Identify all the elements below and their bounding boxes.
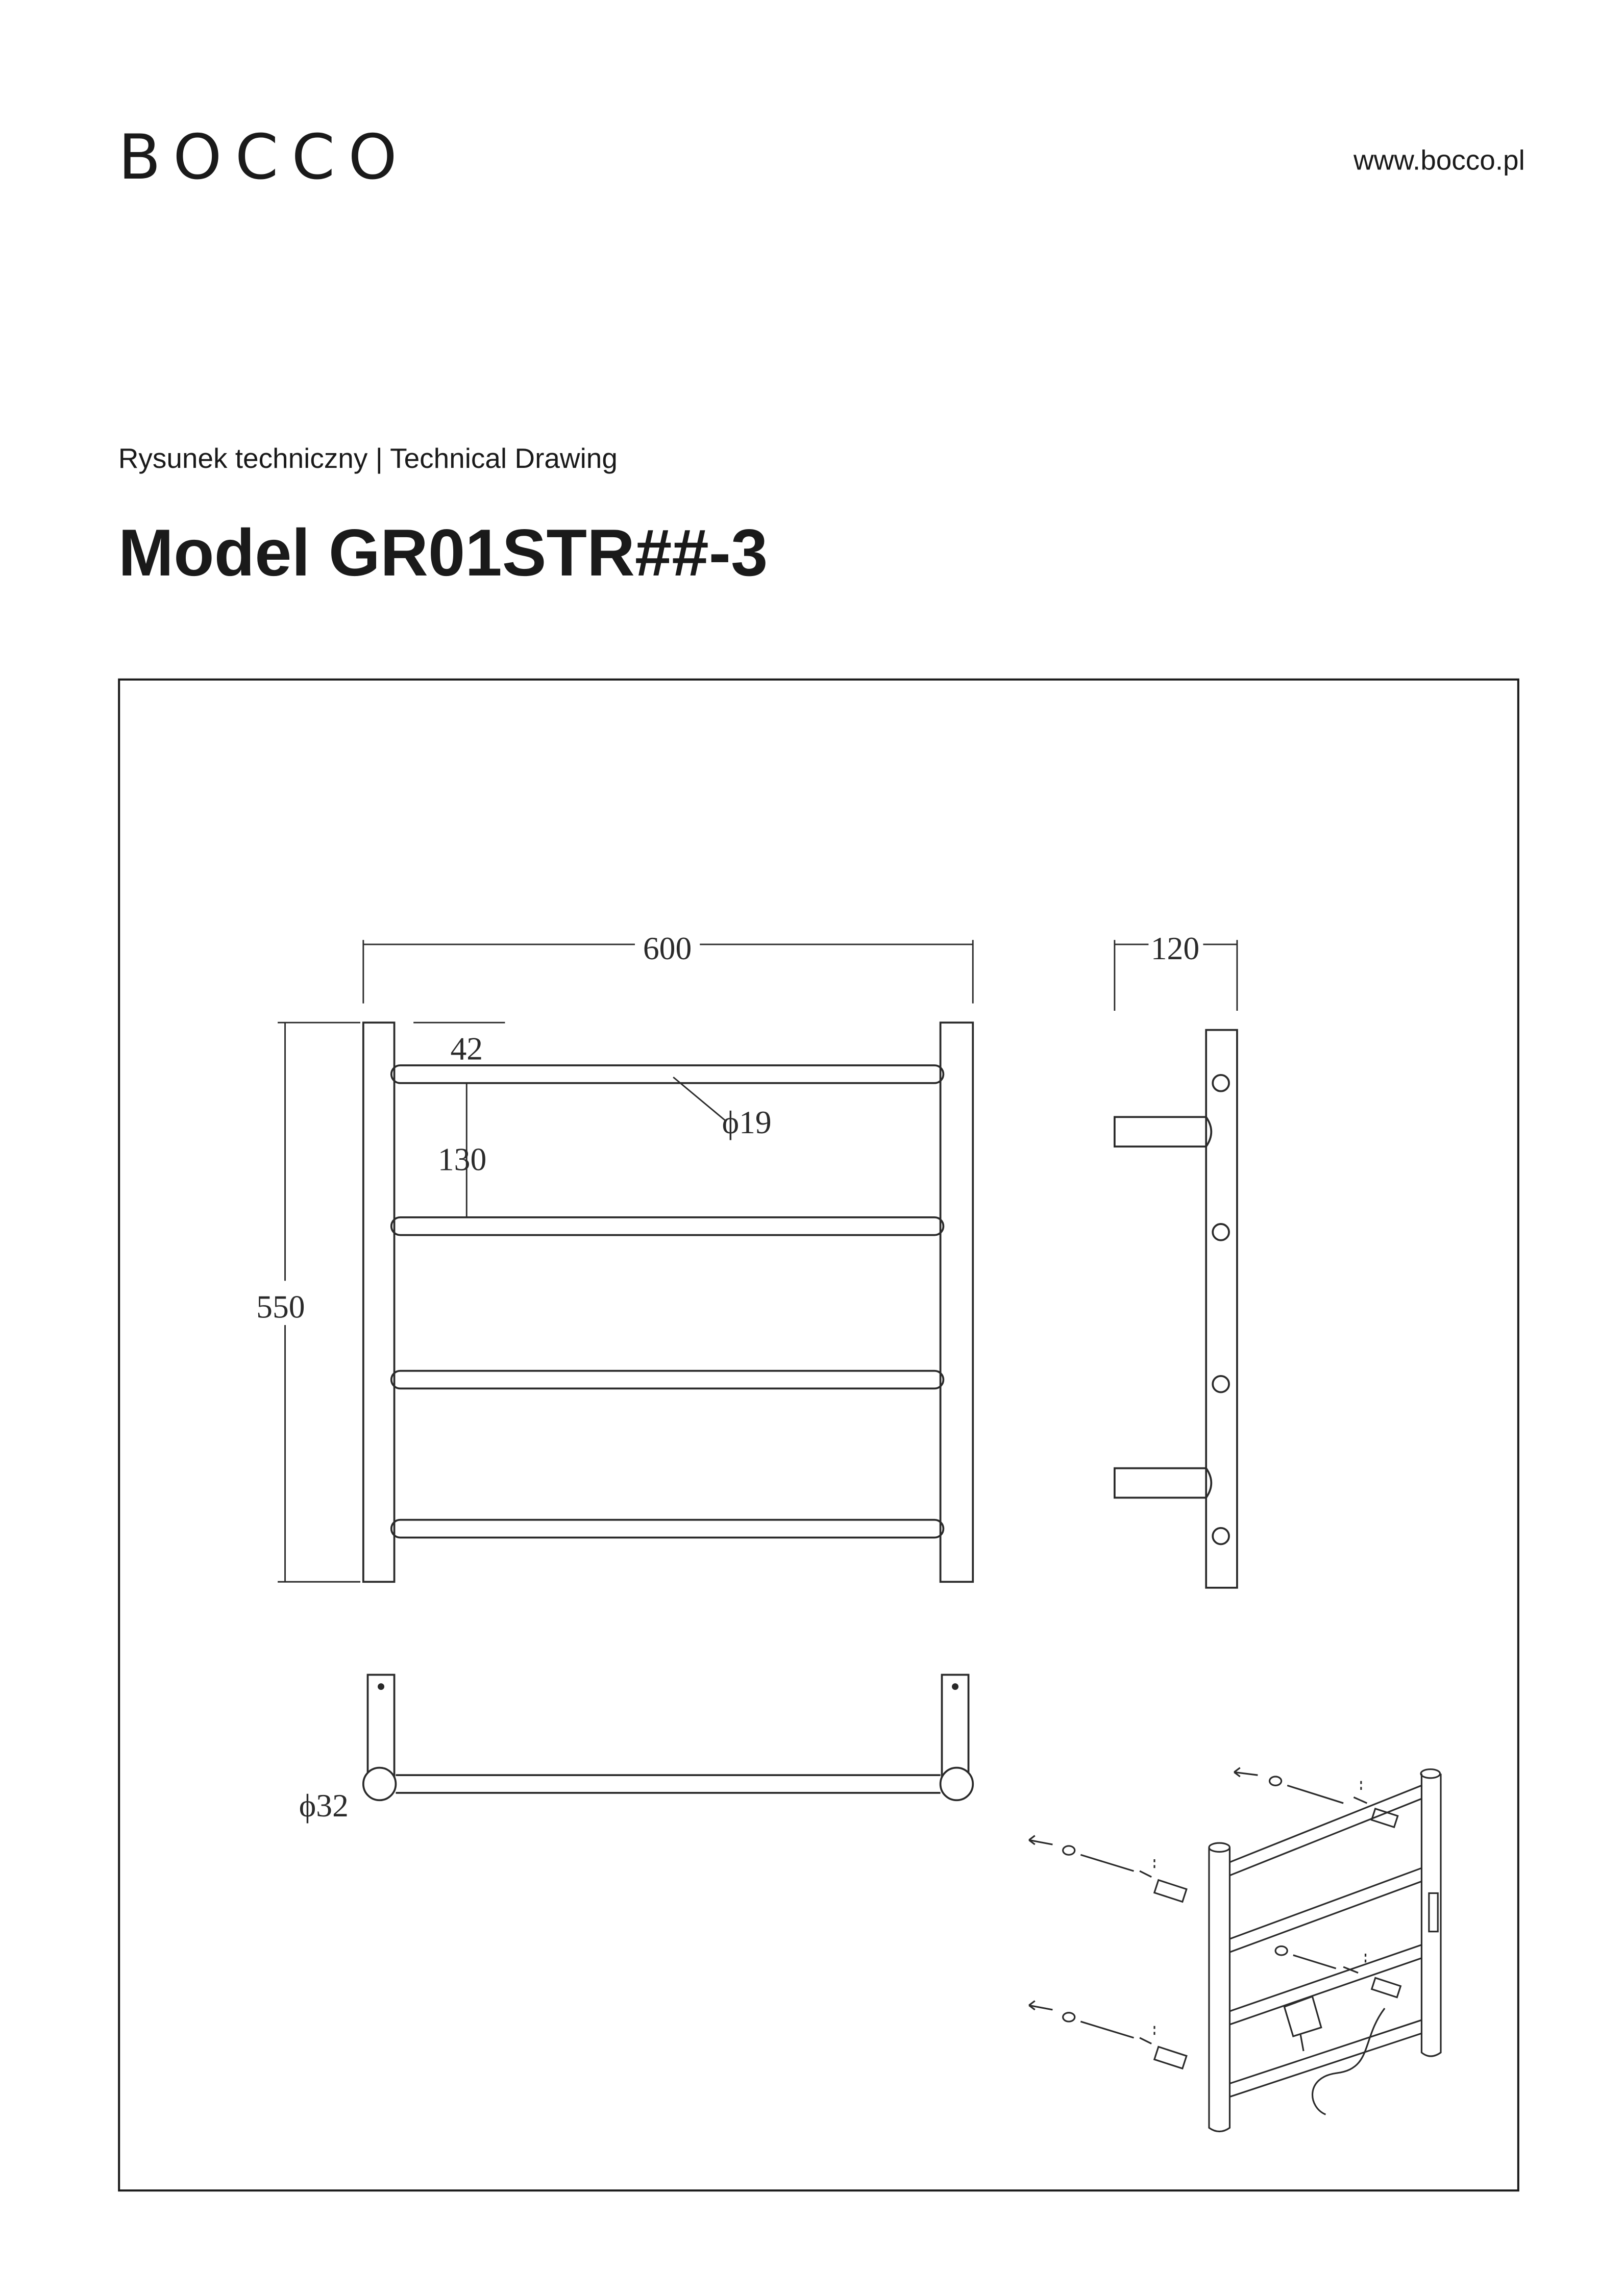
bar-diameter-label: ϕ19 [722,1104,772,1141]
brand-logo: BOCCO [118,120,410,193]
top-view-right-bracket [942,1675,968,1781]
towel-bar-2 [391,1217,944,1235]
bar-section-4 [1213,1528,1229,1544]
side-view [1115,1030,1237,1588]
website-link[interactable]: www.bocco.pl [1353,144,1525,176]
height-dimension-label: 550 [256,1288,305,1325]
top-view-left-bracket [367,1675,394,1781]
bar-section-1 [1213,1075,1229,1091]
top-view-left-post [363,1768,396,1801]
bar-spacing-label: 130 [437,1141,487,1178]
iso-fixings-bottom-left [1029,2001,1187,2069]
width-dimension-label: 600 [643,930,692,966]
right-post [941,1022,973,1582]
towel-bar-4 [391,1520,944,1538]
document-subtitle: Rysunek techniczny | Technical Drawing [118,442,618,474]
drawing-frame [119,680,1518,2190]
bar-section-3 [1213,1376,1229,1392]
bar-section-2 [1213,1224,1229,1240]
wall-bracket-top [1115,1117,1211,1146]
bar-offset-label: 42 [450,1030,483,1067]
top-view [363,1675,973,1800]
side-post [1206,1030,1237,1588]
isometric-assembly-view [1029,1768,1441,2132]
left-post [363,1022,395,1582]
front-view [363,1022,973,1582]
model-title: Model GR01STR##-3 [118,515,768,590]
iso-power-cable [1313,2008,1385,2114]
post-diameter-label: ϕ32 [299,1787,349,1824]
iso-front-post [1209,1848,1229,2132]
depth-dimension-label: 120 [1150,930,1200,966]
towel-bar-1 [391,1065,944,1083]
top-view-right-post [941,1768,973,1801]
wall-bracket-bottom [1115,1468,1211,1498]
towel-bar-3 [391,1371,944,1389]
iso-bars [1229,1785,1421,2097]
iso-fixings-top-left [1029,1836,1187,1902]
